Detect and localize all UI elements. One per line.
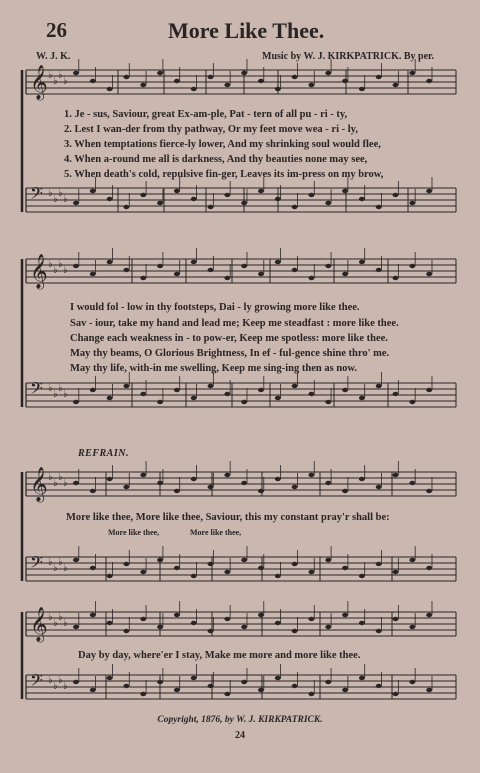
refrain-label: REFRAIN. (78, 448, 129, 459)
note-head (359, 260, 365, 264)
note-head (107, 87, 113, 91)
note-head (107, 260, 113, 264)
verse-1-line-1: 1. Je - sus, Saviour, great Ex-am-ple, Pat - tern of all pu - ri - ty, (64, 109, 348, 120)
note-head (140, 617, 146, 621)
flat-icon: ♭ (58, 383, 63, 394)
note-head (73, 680, 79, 684)
note-head (275, 87, 281, 91)
note-head (123, 75, 129, 79)
treble-clef-icon: 𝄞 (30, 65, 48, 100)
note-head (393, 692, 399, 696)
flat-icon: ♭ (48, 675, 53, 686)
note-head (174, 566, 180, 570)
note-head (376, 485, 382, 489)
note-head (73, 625, 79, 629)
note-head (393, 83, 399, 87)
note-head (191, 87, 197, 91)
refrain-line-1: More like thee, More like thee, Saviour, this my constant pray'r shall be: (66, 512, 390, 523)
note-head (107, 621, 113, 625)
note-head (258, 272, 264, 276)
note-head (409, 625, 415, 629)
note-head (157, 558, 163, 562)
flat-icon: ♭ (53, 563, 58, 574)
flat-icon: ♭ (48, 188, 53, 199)
note-head (275, 260, 281, 264)
note-head (208, 205, 214, 209)
note-head (325, 71, 331, 75)
note-head (208, 75, 214, 79)
note-head (426, 79, 432, 83)
note-head (426, 489, 432, 493)
flat-icon: ♭ (48, 557, 53, 568)
note-head (426, 566, 432, 570)
verse-3-line-2: Change each weakness in - to pow-er, Keep me spotless: more like thee. (70, 333, 388, 344)
note-head (140, 193, 146, 197)
note-head (174, 613, 180, 617)
note-head (90, 566, 96, 570)
note-head (359, 574, 365, 578)
note-head (140, 570, 146, 574)
note-head (208, 562, 214, 566)
flat-icon: ♭ (48, 259, 53, 270)
verse-3-line-1: 3. When temptations fierce-ly lower, And my shrinking soul would flee, (64, 139, 381, 150)
note-head (308, 392, 314, 396)
flat-icon: ♭ (58, 70, 63, 81)
note-head (393, 617, 399, 621)
hymn-title: More Like Thee. (168, 18, 325, 43)
note-head (107, 396, 113, 400)
treble-clef-icon: 𝄞 (30, 467, 48, 502)
flat-icon: ♭ (58, 557, 63, 568)
note-head (224, 692, 230, 696)
note-head (409, 400, 415, 404)
note-head (393, 570, 399, 574)
note-head (157, 71, 163, 75)
note-head (308, 692, 314, 696)
note-head (140, 692, 146, 696)
flat-icon: ♭ (53, 478, 58, 489)
note-head (224, 193, 230, 197)
note-head (393, 276, 399, 280)
note-head (73, 264, 79, 268)
note-head (376, 562, 382, 566)
note-head (376, 384, 382, 388)
flat-icon: ♭ (58, 188, 63, 199)
bass-clef-icon: 𝄢 (30, 552, 43, 576)
note-head (140, 473, 146, 477)
note-head (325, 680, 331, 684)
lyricist-credit: W. J. K. (36, 51, 71, 62)
note-head (342, 272, 348, 276)
flat-icon: ♭ (58, 612, 63, 623)
note-head (342, 79, 348, 83)
note-head (409, 201, 415, 205)
note-head (224, 617, 230, 621)
note-head (191, 260, 197, 264)
note-head (376, 684, 382, 688)
note-head (241, 264, 247, 268)
note-head (208, 268, 214, 272)
note-head (90, 388, 96, 392)
note-head (73, 400, 79, 404)
note-head (325, 558, 331, 562)
note-head (174, 688, 180, 692)
note-head (292, 75, 298, 79)
note-head (174, 272, 180, 276)
note-head (275, 621, 281, 625)
refrain-echo-1: More like thee, (108, 528, 160, 537)
flat-icon: ♭ (48, 472, 53, 483)
bass-clef-icon: 𝄢 (30, 378, 43, 402)
note-head (241, 558, 247, 562)
note-head (258, 613, 264, 617)
note-head (157, 625, 163, 629)
flat-icon: ♭ (53, 389, 58, 400)
note-head (376, 75, 382, 79)
note-head (90, 489, 96, 493)
note-head (208, 485, 214, 489)
verse-2-line-2: Sav - iour, take my hand and lead me; Keep me steadfast : more like thee. (70, 318, 399, 329)
note-head (123, 384, 129, 388)
note-head (426, 613, 432, 617)
note-head (393, 392, 399, 396)
note-head (308, 473, 314, 477)
note-head (73, 481, 79, 485)
copyright-notice: Copyright, 1876, by W. J. KIRKPATRICK. (157, 715, 323, 725)
note-head (275, 197, 281, 201)
note-head (174, 388, 180, 392)
flat-icon: ♭ (63, 265, 68, 276)
note-head (157, 264, 163, 268)
note-head (409, 481, 415, 485)
note-head (258, 489, 264, 493)
flat-icon: ♭ (63, 194, 68, 205)
flat-icon: ♭ (63, 478, 68, 489)
note-head (241, 400, 247, 404)
note-head (191, 477, 197, 481)
note-head (73, 558, 79, 562)
note-head (275, 676, 281, 680)
note-head (90, 189, 96, 193)
flat-icon: ♭ (58, 259, 63, 270)
flat-icon: ♭ (53, 681, 58, 692)
note-head (258, 388, 264, 392)
note-head (258, 189, 264, 193)
flat-icon: ♭ (48, 383, 53, 394)
note-head (325, 481, 331, 485)
note-head (241, 625, 247, 629)
note-head (292, 684, 298, 688)
flat-icon: ♭ (63, 563, 68, 574)
note-head (359, 477, 365, 481)
verse-1-line-2: I would fol - low in thy footsteps, Dai - ly growing more like thee. (70, 302, 360, 313)
note-head (107, 574, 113, 578)
note-head (308, 617, 314, 621)
note-head (174, 489, 180, 493)
treble-clef-icon: 𝄞 (30, 607, 48, 642)
note-head (308, 83, 314, 87)
verse-5-line-2: May thy life, with-in me swelling, Keep me sing-ing then as now. (70, 363, 358, 374)
flat-icon: ♭ (53, 265, 58, 276)
note-head (275, 477, 281, 481)
note-head (224, 392, 230, 396)
bass-clef-icon: 𝄢 (30, 183, 43, 207)
note-head (342, 566, 348, 570)
note-head (157, 201, 163, 205)
note-head (107, 676, 113, 680)
note-head (308, 276, 314, 280)
note-head (123, 562, 129, 566)
flat-icon: ♭ (53, 618, 58, 629)
note-head (191, 197, 197, 201)
note-head (325, 400, 331, 404)
note-head (241, 201, 247, 205)
note-head (426, 688, 432, 692)
note-head (191, 676, 197, 680)
note-head (191, 621, 197, 625)
note-head (359, 87, 365, 91)
note-head (123, 629, 129, 633)
note-head (426, 272, 432, 276)
note-head (107, 197, 113, 201)
note-head (73, 71, 79, 75)
note-head (342, 388, 348, 392)
folio-number: 24 (235, 730, 245, 741)
note-head (342, 489, 348, 493)
note-head (208, 629, 214, 633)
note-head (90, 688, 96, 692)
note-head (224, 83, 230, 87)
note-head (191, 574, 197, 578)
note-head (157, 481, 163, 485)
note-head (123, 268, 129, 272)
refrain-echo-2: More like thee, (190, 528, 242, 537)
note-head (426, 388, 432, 392)
note-head (409, 264, 415, 268)
note-head (241, 481, 247, 485)
note-head (292, 384, 298, 388)
verse-5-line-1: 5. When death's cold, repulsive fin-ger, Leaves its im-press on my brow, (64, 169, 384, 180)
note-head (224, 570, 230, 574)
note-head (90, 613, 96, 617)
note-head (157, 400, 163, 404)
note-head (174, 189, 180, 193)
page-number: 26 (46, 18, 67, 42)
bass-clef-icon: 𝄢 (30, 670, 43, 694)
note-head (426, 189, 432, 193)
note-head (241, 680, 247, 684)
note-head (258, 688, 264, 692)
flat-icon: ♭ (48, 612, 53, 623)
note-head (241, 71, 247, 75)
refrain-line-2: Day by day, where'er I stay, Make me more and more like thee. (78, 650, 361, 661)
note-head (224, 276, 230, 280)
note-head (292, 629, 298, 633)
note-head (376, 268, 382, 272)
note-head (191, 396, 197, 400)
note-head (342, 189, 348, 193)
composer-credit: Music by W. J. KIRKPATRICK. By per. (262, 51, 435, 62)
flat-icon: ♭ (63, 681, 68, 692)
flat-icon: ♭ (63, 76, 68, 87)
note-head (409, 680, 415, 684)
note-head (376, 205, 382, 209)
note-head (308, 570, 314, 574)
note-head (208, 684, 214, 688)
note-head (409, 558, 415, 562)
note-head (325, 625, 331, 629)
note-head (140, 392, 146, 396)
note-head (275, 574, 281, 578)
flat-icon: ♭ (63, 389, 68, 400)
note-head (107, 477, 113, 481)
note-head (359, 621, 365, 625)
note-head (90, 79, 96, 83)
note-head (292, 485, 298, 489)
note-head (393, 193, 399, 197)
note-head (292, 205, 298, 209)
note-head (174, 79, 180, 83)
verse-2-line-1: 2. Lest I wan-der from thy pathway, Or my feet move wea - ri - ly, (64, 124, 358, 135)
note-head (342, 613, 348, 617)
note-head (292, 268, 298, 272)
note-head (393, 473, 399, 477)
note-head (140, 83, 146, 87)
note-head (359, 676, 365, 680)
treble-clef-icon: 𝄞 (30, 254, 48, 289)
note-head (140, 276, 146, 280)
note-head (224, 473, 230, 477)
flat-icon: ♭ (53, 76, 58, 87)
note-head (123, 684, 129, 688)
note-head (325, 201, 331, 205)
note-head (292, 562, 298, 566)
note-head (123, 205, 129, 209)
note-head (157, 680, 163, 684)
flat-icon: ♭ (63, 618, 68, 629)
flat-icon: ♭ (48, 70, 53, 81)
note-head (308, 193, 314, 197)
note-head (73, 201, 79, 205)
note-head (409, 71, 415, 75)
flat-icon: ♭ (53, 194, 58, 205)
note-head (325, 264, 331, 268)
note-head (275, 396, 281, 400)
flat-icon: ♭ (58, 675, 63, 686)
note-head (376, 629, 382, 633)
note-head (258, 566, 264, 570)
note-head (359, 197, 365, 201)
verse-4-line-2: May thy beams, O Glorious Brightness, In ef - ful-gence shine thro' me. (70, 348, 390, 359)
flat-icon: ♭ (58, 472, 63, 483)
note-head (123, 485, 129, 489)
verse-4-line-1: 4. When a-round me all is darkness, And thy beauties none may see, (64, 154, 368, 165)
note-head (359, 396, 365, 400)
note-head (90, 272, 96, 276)
note-head (208, 384, 214, 388)
note-head (342, 688, 348, 692)
note-head (258, 79, 264, 83)
